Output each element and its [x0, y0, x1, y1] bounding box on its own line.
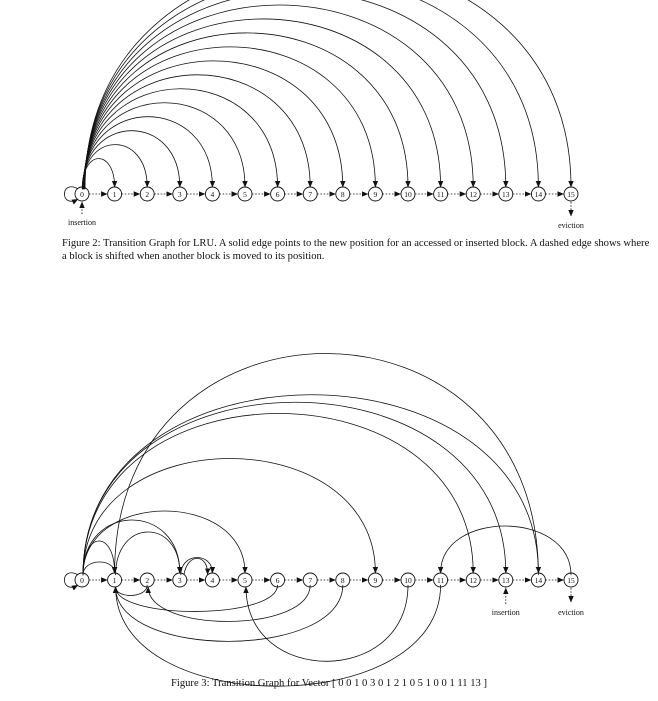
vector-transition-edge: [148, 585, 310, 621]
vector-node-label: 7: [308, 575, 313, 585]
vector-node-label: 9: [373, 575, 378, 585]
lru-node-label: 6: [275, 189, 280, 199]
lru-insertion-label: insertion: [68, 218, 96, 227]
vector-transition-edge: [116, 585, 441, 686]
vector-transition-edge: [116, 532, 180, 575]
lru-node-label: 10: [404, 189, 412, 199]
vector-node-label: 3: [177, 575, 182, 585]
lru-eviction-label: eviction: [558, 221, 584, 230]
vector-node-label: 4: [210, 575, 215, 585]
lru-node-label: 8: [340, 189, 345, 199]
vector-transition-edge: [83, 511, 245, 575]
vector-transition-edge: [83, 395, 538, 575]
vector-transition-edge: [83, 402, 506, 575]
vector-node-label: 13: [502, 575, 510, 585]
lru-node-label: 0: [80, 189, 84, 199]
lru-transition-edge: [84, 33, 408, 189]
figure-2-caption: Figure 2: Transition Graph for LRU. A solid edge points to the new position for an accessed or inserted block. A dashed edge shows where a block is shifted when another block is moved to its position.: [62, 238, 650, 262]
vector-node-label: 12: [469, 575, 477, 585]
vector-transition-edge: [83, 414, 473, 576]
vector-transition-edge: [83, 541, 115, 575]
vector-node-label: 8: [340, 575, 345, 585]
vector-node-label: 1: [112, 575, 117, 585]
vector-transition-edge: [83, 562, 115, 575]
vector-node-label: 6: [275, 575, 280, 585]
vector-node-label: 10: [404, 575, 412, 585]
lru-node-label: 11: [436, 189, 445, 199]
vector-node-label: 14: [534, 575, 543, 585]
vector-transition-edge: [115, 354, 539, 576]
vector-transition-edge: [83, 459, 375, 576]
lru-transition-edge: [83, 117, 213, 189]
vector-node-label: 15: [567, 575, 575, 585]
lru-transition-edge: [84, 61, 343, 189]
lru-transition-edge: [85, 0, 506, 189]
lru-transition-edge: [84, 5, 473, 189]
vector-node-label: 0: [80, 575, 84, 585]
vector-node-label: 5: [243, 575, 247, 585]
vector-insertion-label: insertion: [491, 608, 520, 617]
lru-node-label: 3: [177, 189, 182, 199]
lru-node-label: 7: [308, 189, 313, 199]
vector-transition-edge: [116, 585, 278, 612]
vector-node-label: 2: [145, 575, 150, 585]
vector-eviction-label: eviction: [558, 608, 584, 617]
lru-node-label: 1: [112, 189, 117, 199]
lru-node-label: 15: [567, 189, 575, 199]
vector-transition-edge: [83, 520, 180, 575]
lru-node-label: 4: [210, 189, 215, 199]
lru-node-label: 14: [534, 189, 543, 199]
lru-node-label: 2: [145, 189, 150, 199]
figure-3-caption: Figure 3: Transition Graph for Vector [ 0 0 1 0 3 0 1 2 1 0 5 1 0 0 1 11 13 ]: [170, 678, 488, 689]
lru-transition-edge: [83, 75, 310, 189]
lru-node-label: 12: [469, 189, 477, 199]
lru-node-label: 13: [502, 189, 510, 199]
lru-node-label: 9: [373, 189, 378, 199]
vector-node-label: 11: [436, 575, 445, 585]
lru-transition-edge: [83, 131, 180, 189]
lru-node-label: 5: [243, 189, 247, 199]
lru-transition-edge: [85, 0, 539, 189]
vector-transition-edge: [116, 585, 148, 596]
lru-transition-edge: [84, 19, 440, 189]
